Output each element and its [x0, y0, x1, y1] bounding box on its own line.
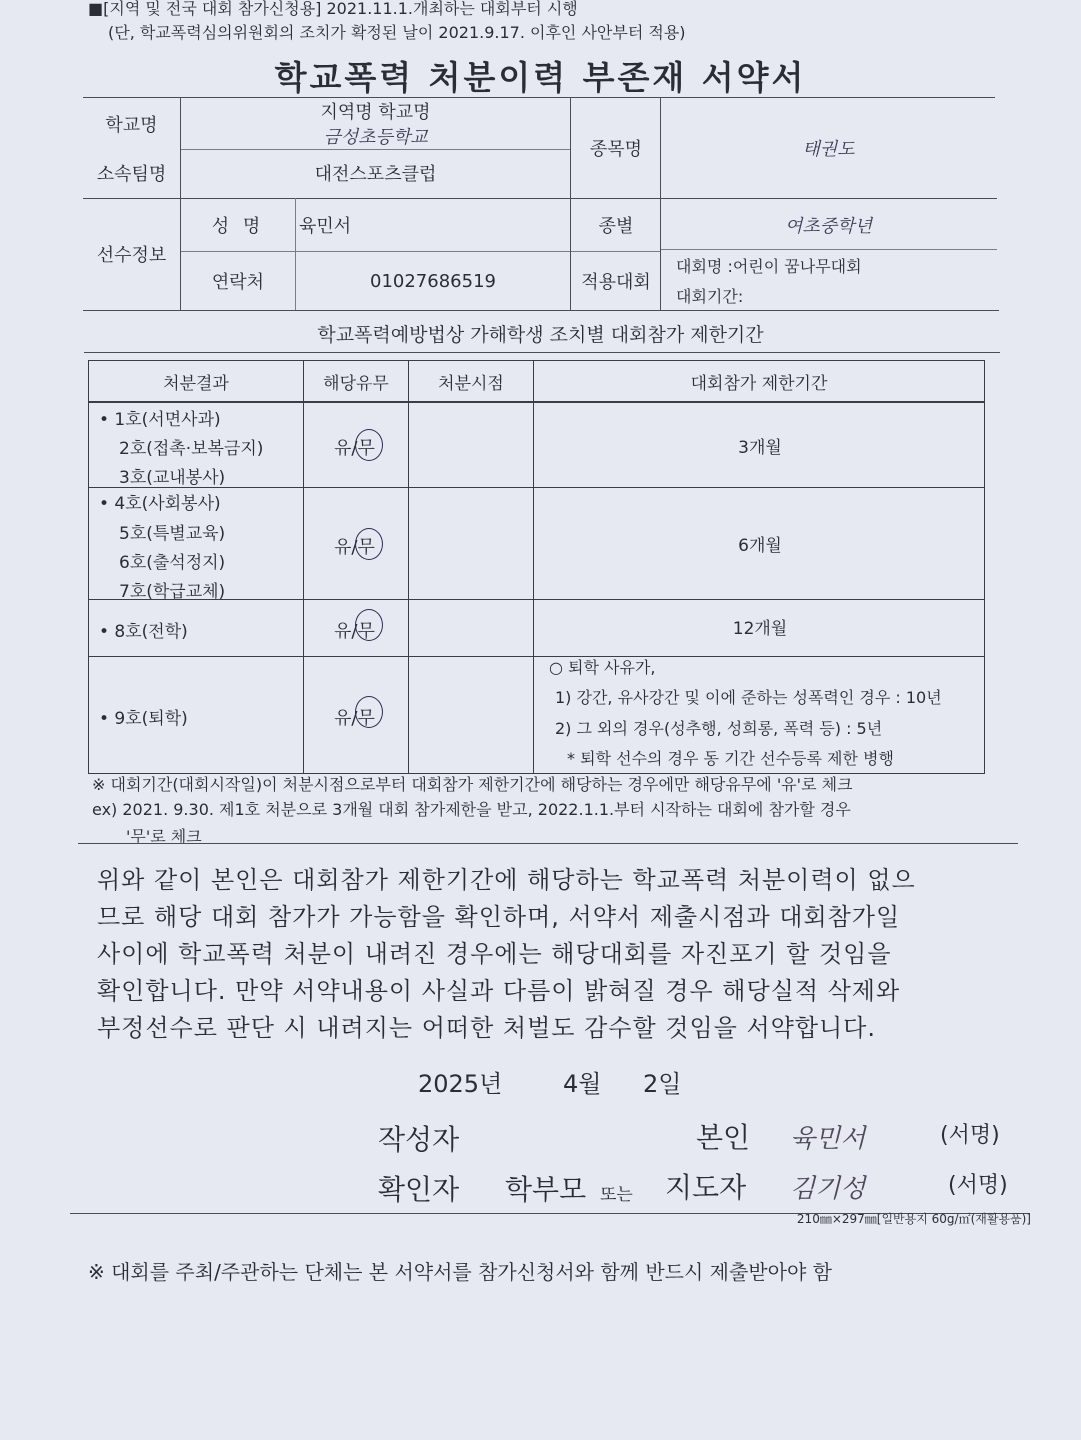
- contact-label: 연락처: [211, 272, 265, 293]
- period-value: 6개월: [738, 536, 782, 556]
- yn-value: 유/무: [334, 438, 375, 459]
- bottom-note: ※ 대회를 주최/주관하는 단체는 본 서약서를 참가신청서와 함께 반드시 제출받아야 함: [88, 1260, 832, 1284]
- date-year: 2025년: [418, 1070, 503, 1098]
- list-item: • 9호(퇴학): [99, 709, 188, 729]
- footnote-3: '무'로 체크: [126, 827, 202, 846]
- notice-line-1: ■[지역 및 전국 대회 참가신청용] 2021.11.1.개최하는 대회부터 시행: [88, 0, 578, 18]
- competition-label: 적용대회: [581, 272, 651, 293]
- restriction-table: [88, 360, 985, 774]
- header-applicable: 해당유무: [323, 373, 389, 394]
- pledge-line: 사이에 학교폭력 처분이 내려진 경우에는 해당대회를 자진포기 할 것임을: [97, 940, 892, 968]
- yn-value: 유/무: [334, 537, 375, 558]
- event-value: 태권도: [802, 139, 855, 160]
- competition-period: 대회기간:: [676, 286, 744, 306]
- school-hint: 지역명 학교명: [320, 102, 431, 123]
- paper-spec: 210㎜×297㎜[일반용지 60g/㎡(재활용품)]: [796, 1212, 1031, 1226]
- header-result: 처분결과: [163, 373, 229, 394]
- list-item: 6호(출석정지): [119, 553, 226, 573]
- contact-value: 01027686519: [370, 270, 496, 292]
- document-title: 학교폭력 처분이력 부존재 서약서: [274, 58, 807, 97]
- check-circle-icon: [355, 429, 383, 461]
- check-circle-icon: [355, 609, 383, 641]
- or-label: 또는: [600, 1185, 633, 1205]
- school-label: 학교명: [105, 115, 158, 136]
- self-signature: (서명): [940, 1123, 1000, 1148]
- note-line: ○ 퇴학 사유가,: [549, 658, 656, 677]
- player-info-label: 선수정보: [96, 245, 167, 266]
- yn-value: 유/무: [334, 708, 375, 729]
- check-circle-icon: [355, 696, 383, 728]
- header-time: 처분시점: [438, 373, 504, 394]
- name-label: 성 명: [211, 216, 265, 237]
- category-value: 여초중학년: [785, 216, 872, 237]
- pledge-line: 부정선수로 판단 시 내려지는 어떠한 처벌도 감수할 것임을 서약합니다.: [97, 1014, 876, 1042]
- team-value: 대전스포츠클럽: [314, 164, 437, 185]
- period-value: 12개월: [732, 619, 788, 639]
- school-value: 금성초등학교: [323, 127, 428, 148]
- coach-signature: (서명): [948, 1173, 1008, 1198]
- pledge-line: 확인합니다. 만약 서약내용이 사실과 다름이 밝혀질 경우 해당실적 삭제와: [97, 977, 901, 1005]
- restriction-title: 학교폭력예방법상 가해학생 조치별 대회참가 제한기간: [317, 324, 764, 346]
- self-label: 본인: [696, 1121, 751, 1154]
- header-period: 대회참가 제한기간: [690, 373, 828, 394]
- writer-label: 작성자: [378, 1123, 460, 1156]
- list-item: 3호(교내봉사): [119, 468, 226, 488]
- pledge-paragraph: [97, 862, 1017, 1047]
- list-item: • 4호(사회봉사): [99, 494, 221, 514]
- date-day: 2일: [643, 1070, 682, 1098]
- list-item: • 8호(전학): [99, 622, 188, 642]
- footnote-1: ※ 대회기간(대회시작일)이 처분시점으로부터 대회참가 제한기간에 해당하는 경우에만 해당유무에 '유'로 체크: [92, 775, 853, 794]
- coach-name: 김기성: [790, 1174, 866, 1204]
- list-item: • 1호(서면사과): [99, 410, 221, 430]
- list-item: 2호(접촉·보복금지): [119, 439, 264, 459]
- confirm-label: 확인자: [378, 1173, 460, 1206]
- competition-name: 대회명 :어린이 꿈나무대회: [676, 256, 862, 276]
- note-line: 2) 그 외의 경우(성추행, 성희롱, 폭력 등) : 5년: [555, 719, 883, 738]
- parent-label: 학부모: [505, 1173, 587, 1206]
- note-line: * 퇴학 선수의 경우 동 기간 선수등록 제한 병행: [567, 749, 894, 768]
- self-name: 육민서: [790, 1124, 866, 1154]
- name-value: 육민서: [299, 216, 352, 237]
- footnote-2: ex) 2021. 9.30. 제1호 처분으로 3개월 대회 참가제한을 받고, 2022.1.1.부터 시작하는 대회에 참가할 경우: [92, 800, 851, 819]
- check-circle-icon: [355, 528, 383, 560]
- event-label: 종목명: [589, 139, 643, 160]
- category-label: 종별: [598, 216, 634, 237]
- coach-label: 지도자: [665, 1171, 747, 1204]
- pledge-line: 위와 같이 본인은 대회참가 제한기간에 해당하는 학교폭력 처분이력이 없으: [97, 866, 916, 894]
- team-label: 소속팀명: [96, 164, 167, 185]
- list-item: 7호(학급교체): [119, 582, 226, 602]
- note-line: 1) 강간, 유사강간 및 이에 준하는 성폭력인 경우 : 10년: [555, 688, 942, 707]
- yn-value: 유/무: [334, 621, 375, 642]
- notice-line-2: (단, 학교폭력심의위원회의 조치가 확정된 날이 2021.9.17. 이후인 사안부터 적용): [108, 23, 686, 42]
- list-item: 5호(특별교육): [119, 524, 226, 544]
- pledge-line: 므로 해당 대회 참가가 가능함을 확인하며, 서약서 제출시점과 대회참가일: [97, 903, 901, 931]
- period-value: 3개월: [738, 438, 782, 458]
- date-month: 4월: [563, 1070, 602, 1098]
